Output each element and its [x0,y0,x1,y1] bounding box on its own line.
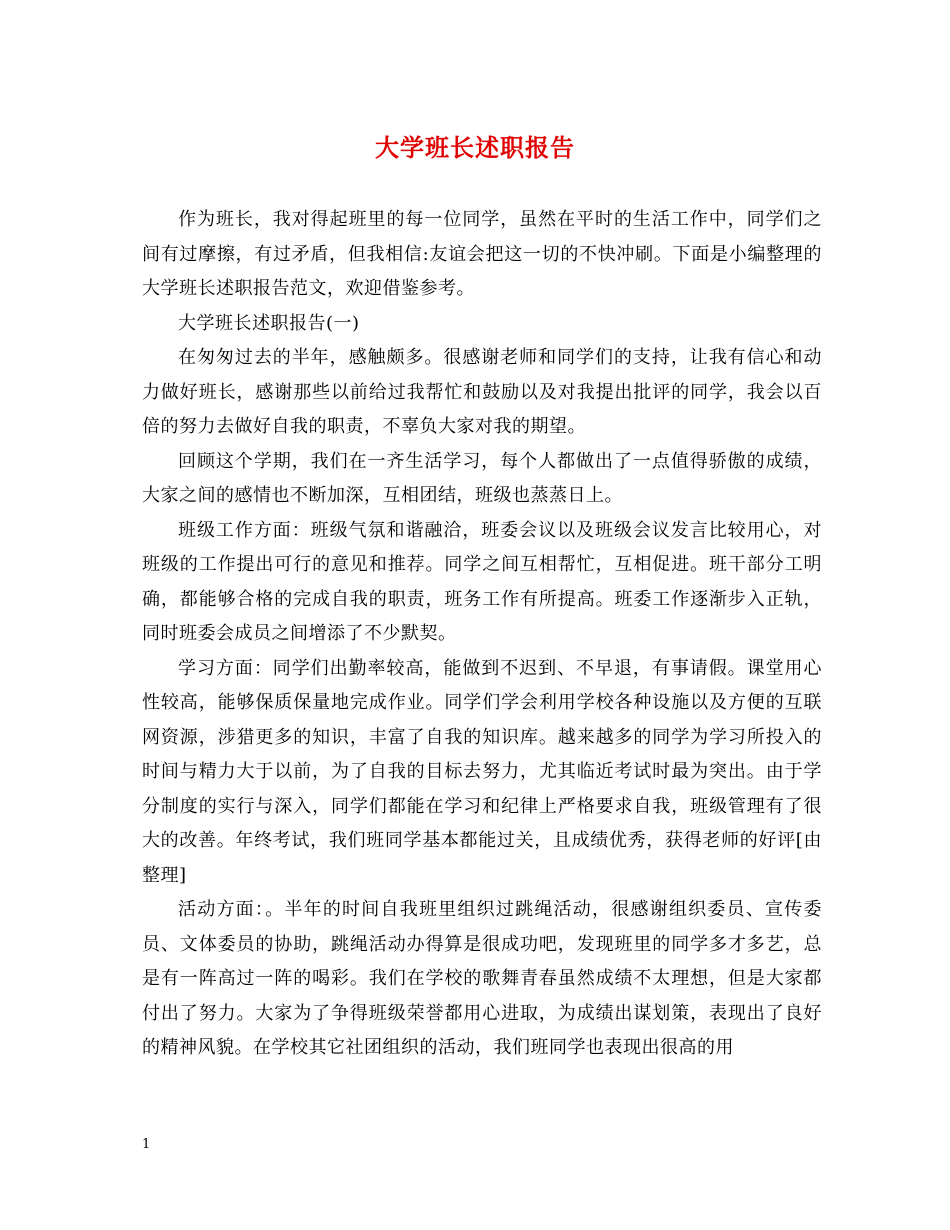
paragraph-study: 学习方面：同学们出勤率较高，能做到不迟到、不早退，有事请假。课堂用心性较高，能够保质保量地完成作业。同学们学会利用学校各种设施以及方便的互联网资源，涉猎更多的知识，丰富了自我的知识库。越来越多的同学为学习所投入的时间与精力大于以前，为了自我的目标去努力，尤其临近考试时最为突出。由于学分制度的实行与深入，同学们都能在学习和纪律上严格要求自我，班级管理有了很大的改善。年终考试，我们班同学基本都能过关，且成绩优秀，获得老师的好评[由整理] [142,657,822,886]
document-title: 大学班长述职报告 [375,133,575,162]
paragraph-class-work: 班级工作方面：班级气氛和谐融洽，班委会议以及班级会议发言比较用心，对班级的工作提出可行的意见和推荐。同学之间互相帮忙，互相促进。班干部分工明确，都能够合格的完成自我的职责，班务工作有所提高。班委工作逐渐步入正轨，同时班委会成员之间增添了不少默契。 [142,519,822,644]
paragraph-review: 回顾这个学期，我们在一齐生活学习，每个人都做出了一点值得骄傲的成绩，大家之间的感情也不断加深，互相团结，班级也蒸蒸日上。 [142,450,822,506]
paragraph-thanks: 在匆匆过去的半年，感触颇多。很感谢老师和同学们的支持，让我有信心和动力做好班长，感谢那些以前给过我帮忙和鼓励以及对我提出批评的同学，我会以百倍的努力去做好自我的职责，不辜负大家对我的期望。 [142,347,822,437]
paragraph-intro: 作为班长，我对得起班里的每一位同学，虽然在平时的生活工作中，同学们之间有过摩擦，有过矛盾，但我相信:友谊会把这一切的不快冲刷。下面是小编整理的大学班长述职报告范文，欢迎借鉴参考。 [142,209,822,299]
paragraph-activities: 活动方面：。半年的时间自我班里组织过跳绳活动，很感谢组织委员、宣传委员、文体委员的协助，跳绳活动办得算是很成功吧，发现班里的同学多才多艺，总是有一阵高过一阵的喝彩。我们在学校的歌舞青春虽然成绩不太理想，但是大家都付出了努力。大家为了争得班级荣誉都用心进取，为成绩出谋划策，表现出了良好的精神风貌。在学校其它社团组织的活动，我们班同学也表现出很高的用 [142,899,822,1058]
page-number: 1 [142,1137,151,1152]
document-body [142,203,822,1066]
paragraph-section-heading: 大学班长述职报告(一) [178,312,360,334]
